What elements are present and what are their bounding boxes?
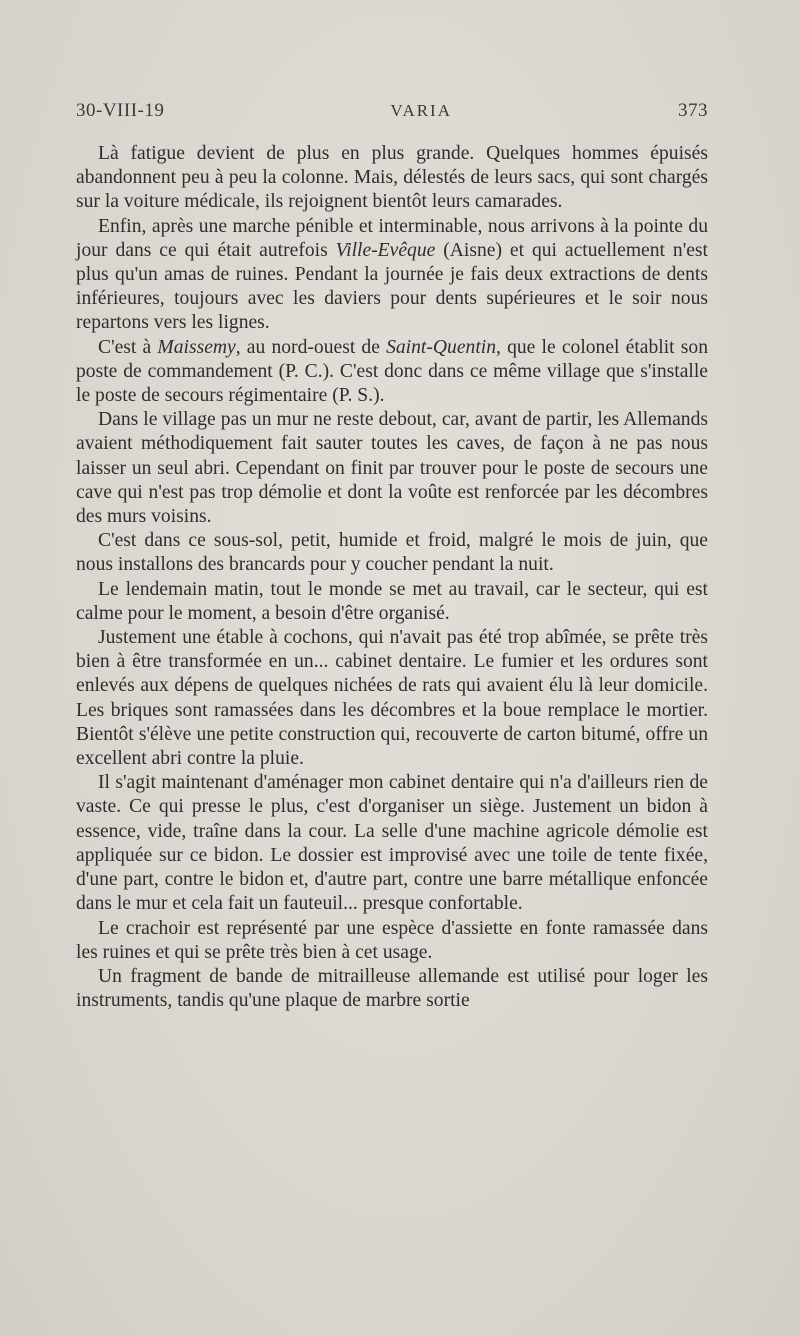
- paragraph: [76, 529, 708, 577]
- text-run: Il s'agit maintenant d'aménager mon cabinet dentaire qui n'a d'ailleurs rien de vaste. Ce qui presse le plus, c'est d'organiser un siège. Justement un bidon à essence, vide, traîne dans la cour. La selle d'une machine agricole démolie est appliquée sur ce bidon. Le dossier est improvisé avec une toile de tente fixée, d'une part, contre le bidon et, d'autre part, contre une barre métallique enfoncée dans le mur et cela fait un fauteuil... presque confortable.: [76, 772, 708, 915]
- header-section-title: VARIA: [390, 101, 452, 120]
- italic-place-name: Maissemy: [157, 336, 236, 358]
- page-number: 373: [678, 100, 708, 121]
- paragraph: [76, 408, 708, 529]
- text-run: C'est à: [98, 336, 158, 358]
- paragraph: [76, 215, 708, 336]
- text-run: C'est dans ce sous-sol, petit, humide et froid, malgré le mois de juin, que nous installons des brancards pour y coucher pendant la nuit.: [76, 530, 708, 576]
- text-run: Le lendemain matin, tout le monde se met au travail, car le secteur, qui est calme pour le moment, a besoin d'être organisé.: [76, 578, 708, 624]
- italic-place-name: Ville-Evêque: [335, 239, 436, 261]
- paragraph: [76, 771, 708, 916]
- text-run: Là fatigue devient de plus en plus grande. Quelques hommes épuisés abandonnent peu à peu la colonne. Mais, délestés de leurs sacs, qui sont chargés sur la voiture médicale, ils rejoignent bientôt leurs camarades.: [76, 143, 708, 213]
- text-run: Dans le village pas un mur ne reste debout, car, avant de partir, les Allemands avaient méthodiquement fait sauter toutes les caves, de façon à ne pas nous laisser un seul abri. Cependant on finit par trouver pour le poste de secours une cave qui n'est pas trop démolie et dont la voûte est renforcée par les décombres des murs voisins.: [76, 409, 708, 528]
- text-run: Le crachoir est représenté par une espèce d'assiette en fonte ramassée dans les ruines et qui se prête très bien à cet usage.: [76, 917, 708, 963]
- paragraph: [76, 965, 708, 1013]
- text-run: Justement une étable à cochons, qui n'avait pas été trop abîmée, se prête très bien à être transformée en un... cabinet dentaire. Le fumier et les ordures sont enlevés aux dépens de quelques nichées de rats qui avaient élu là leur domicile. Les briques sont ramassées dans les décombres et la boue remplace le mortier. Bientôt s'élève une petite construction qui, recouverte de carton bitumé, offre un excellent abri contre la pluie.: [76, 627, 708, 770]
- book-page: [76, 100, 708, 1013]
- text-run: (Aisne) et qui actuellement n'est plus qu'un amas de ruines. Pendant la journée je fais deux extractions de dents inférieures, toujours avec les daviers pour dents supérieures et le soir nous repartons vers les lignes.: [76, 239, 708, 334]
- header-date: 30-VIII-19: [76, 100, 165, 121]
- paragraph: [76, 336, 708, 409]
- body-text: [76, 142, 708, 1013]
- text-run: Un fragment de bande de mitrailleuse allemande est utilisé pour loger les instruments, tandis qu'une plaque de marbre sortie: [76, 965, 708, 1012]
- paragraph: [76, 917, 708, 965]
- text-run: Enfin, après une marche pénible et interminable, nous arrivons à la pointe du jour dans ce qui était autrefois: [76, 215, 708, 261]
- paragraph: [76, 626, 708, 771]
- text-run: , que le colonel établit son poste de commandement (P. C.). C'est donc dans ce même village que s'installe le poste de secours régimentaire (P. S.).: [76, 336, 708, 407]
- running-head: [76, 100, 708, 142]
- text-run: , au nord-ouest de: [235, 336, 387, 358]
- paragraph: [76, 142, 708, 215]
- italic-place-name: Saint-Quentin: [386, 336, 497, 358]
- paragraph: [76, 578, 708, 626]
